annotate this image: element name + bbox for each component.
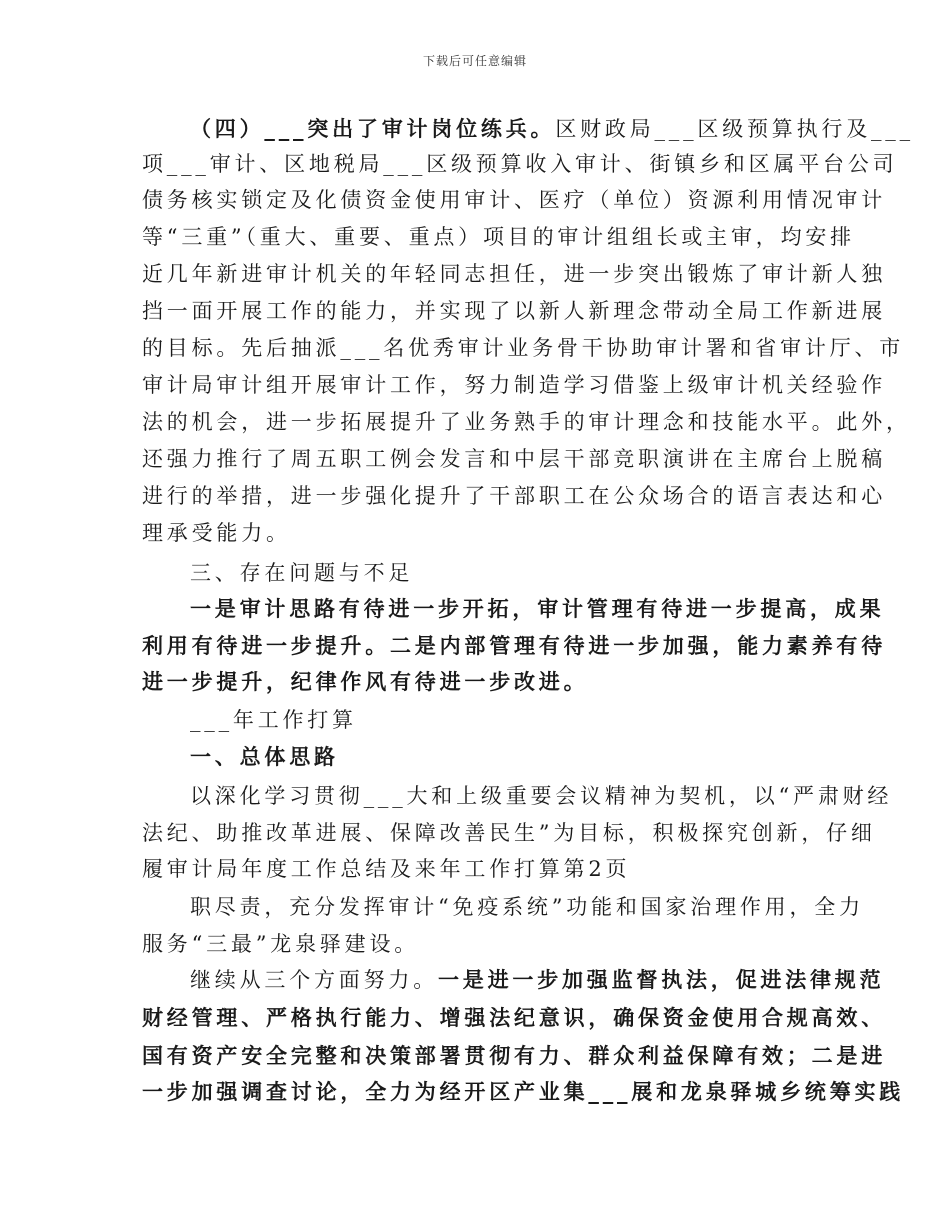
text-line [142, 821, 876, 845]
text-line [142, 670, 588, 694]
text-line [190, 968, 884, 992]
text-line [190, 597, 884, 621]
text-run: 服务“三最”龙泉驿建设。 [142, 932, 420, 956]
text-line [142, 373, 886, 397]
text-run: 继续从三个方面努力。 [190, 968, 438, 992]
text-run: 法纪、助推改革进展、保障改善民生”为目标，积极探究创新，仔细 [142, 821, 876, 845]
text-run: 近几年新进审计机关的年轻同志担任，进一步突出锻炼了审计新人独 [142, 262, 886, 286]
text-run: 一步加强调查讨论，全力为经开区产业集___展和龙泉驿城乡统筹实践 [142, 1079, 905, 1104]
text-run: 法的机会，进一步拓展提升了业务熟手的审计理念和技能水平。此外， [142, 410, 911, 434]
text-line [190, 895, 864, 919]
text-line [142, 857, 630, 881]
text-line [142, 1044, 886, 1068]
text-line [142, 262, 886, 286]
text-line [142, 410, 911, 434]
text-run: 债务核实锁定及化债资金使用审计、医疗（单位）资源利用情况审计 [142, 188, 886, 212]
text-run: 利用有待进一步提升。二是内部管理有待进一步加强，能力素养有待 [142, 633, 886, 658]
text-run: 等“三重”（重大、重要、重点）项目的审计组组长或主审，均安排 [142, 225, 855, 249]
text-run: 审计局审计组开展审计工作，努力制造学习借鉴上级审计机关经验作 [142, 373, 886, 397]
text-run: 履审计局年度工作总结及来年工作打算第2页 [142, 857, 631, 881]
text-run: 理承受能力。 [142, 521, 291, 545]
text-line [142, 299, 886, 323]
text-line [190, 561, 413, 585]
text-run: ___年工作打算 [190, 708, 357, 732]
text-line [142, 152, 897, 176]
text-line [142, 484, 886, 508]
text-run: 挡一面开展工作的能力，并实现了以新人新理念带动全局工作新进展 [142, 299, 886, 323]
text-line [190, 708, 357, 732]
text-run: 进一步提升，纪律作风有待进一步改进。 [142, 669, 589, 694]
text-line [142, 447, 886, 471]
text-run: 三、存在问题与不足 [190, 561, 414, 585]
text-line [142, 336, 904, 360]
text-line [142, 932, 419, 956]
text-run: 还强力推行了周五职工例会发言和中层干部竞职演讲在主席台上脱稿 [142, 447, 886, 471]
text-run: 一是审计思路有待进一步开拓，审计管理有待进一步提高，成果 [190, 596, 885, 621]
text-line [142, 521, 291, 545]
text-run: 进行的举措，进一步强化提升了干部职工在公众场合的语言表达和心 [142, 484, 886, 508]
text-run: 一是进一步加强监督执法，促进法律规范 [438, 967, 885, 992]
text-run: 财经管理、严格执行能力、增强法纪意识，确保资金使用合规高效、 [142, 1005, 886, 1030]
text-run: 职尽责，充分发挥审计“免疫系统”功能和国家治理作用，全力 [190, 895, 864, 919]
text-run: 的目标。先后抽派___名优秀审计业务骨干协助审计署和省审计厅、市 [142, 336, 905, 360]
text-line [190, 784, 892, 808]
text-run: 国有资产安全完整和决策部署贯彻有力、群众利益保障有效；二是进 [142, 1043, 886, 1068]
text-run: 区财政局___区级预算执行及___ [555, 117, 914, 141]
text-line [142, 1080, 904, 1104]
text-line [190, 745, 339, 769]
text-line [142, 225, 855, 249]
text-run: 一、总体思路 [190, 744, 339, 769]
text-run: 以深化学习贯彻___大和上级重要会议精神为契机，以“严肃财经 [190, 784, 893, 808]
text-line [142, 188, 886, 212]
text-line [142, 634, 886, 658]
text-run: （四）___突出了审计岗位练兵。 [190, 116, 556, 141]
text-run: 项___审计、区地税局___区级预算收入审计、街镇乡和区属平台公司 [142, 152, 898, 176]
text-line [190, 117, 914, 141]
page-header: 下载后可任意编辑 [422, 54, 527, 68]
text-line [142, 1006, 886, 1030]
